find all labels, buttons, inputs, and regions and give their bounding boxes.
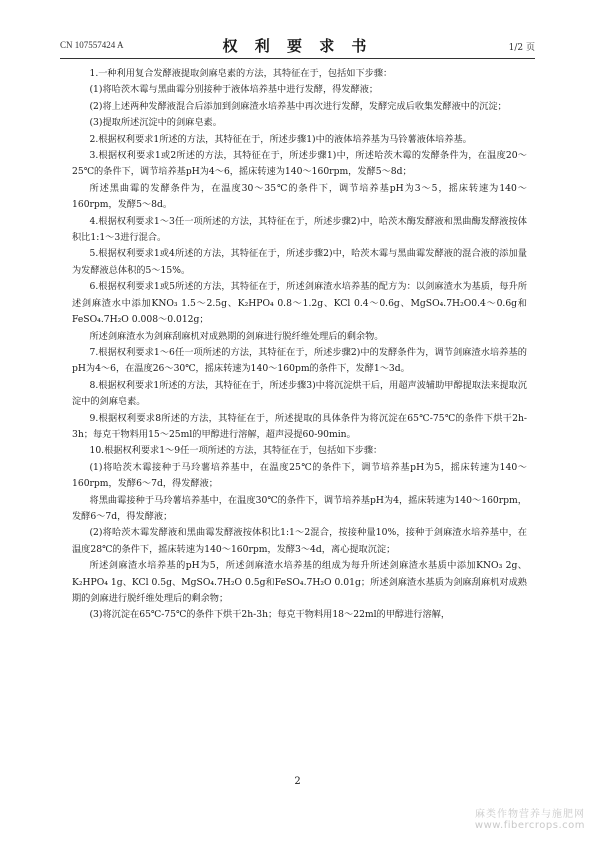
claim-paragraph: 1.一种利用复合发酵液提取剑麻皂素的方法，其特征在于，包括如下步骤： [89,68,393,79]
watermark-site-name: 麻类作物营养与施肥网 [475,809,585,820]
claim-paragraph: 5.根据权利要求1或4所述的方法，其特征在于，所述步骤2)中，哈茨木霉与黑曲霉发酵液的混合液的添加量为发酵液总体积的5～15%。 [72,248,527,276]
claims-body [72,66,527,624]
claim-paragraph: 所述剑麻渣水培养基的pH为5，所述剑麻渣水培养基的组成为每升所述剑麻渣水基质中添加KNO₃ 2g、K₂HPO₄ 1g、KCl 0.5g、MgSO₄.7H₂O 0.5g和FeSO₄.7H₂O 0.01g；所述剑麻渣水基质为剑麻刮麻机对成熟期的剑麻进行脱纤维处理后的剩余物； [72,560,527,604]
claim-paragraph: 6.根据权利要求1或5所述的方法，其特征在于，所述剑麻渣水培养基的配方为：以剑麻渣水为基质，每升所述剑麻渣水中添加KNO₃ 1.5～2.5g、K₂HPO₄ 0.8～1.2g、KCl 0.4～0.6g、MgSO₄.7H₂O0.4～0.6g和FeSO₄.7H₂O 0.008～0.012g； [72,281,527,326]
header-divider [60,58,535,59]
claim-paragraph: 10.根据权利要求1～9任一项所述的方法，其特征在于，包括如下步骤： [89,445,383,457]
claim-paragraph: (2)将上述两种发酵液混合后添加到剑麻渣水培养基中再次进行发酵，发酵完成后收集发酵液中的沉淀； [89,100,507,112]
claim-paragraph: 7.根据权利要求1～6任一项所述的方法，其特征在于，所述步骤2)中的发酵条件为，调节剑麻渣水培养基的pH为4～6，在温度26～30℃，摇床转速为140～160pm的条件下，发酵1～3d。 [72,346,527,375]
claim-paragraph: (3)提取所述沉淀中的剑麻皂素。 [89,117,222,129]
page-number: 2 [294,776,301,787]
claim-paragraph: 将黑曲霉接种于马玲薯培养基中，在温度30℃的条件下，调节培养基pH为4，摇床转速为140～160rpm，发酵6～7d，得发酵液； [72,494,527,522]
watermark [475,805,585,831]
claim-paragraph: 2.根据权利要求1所述的方法，其特征在于，所述步骤1)中的液体培养基为马铃薯液体培养基。 [89,133,472,145]
watermark-url: www.fibercrops.com [474,820,585,831]
publication-number: CN 107557424 A [60,40,124,50]
page-header [60,34,535,56]
claim-paragraph: 4.根据权利要求1～3任一项所述的方法，其特征在于，所述步骤2)中，哈茨木酶发酵液和黑曲酶发酵液按体积比1:1～3进行混合。 [72,215,527,244]
page-title: 权 利 要 求 书 [222,37,373,55]
page-indicator: 1/2 页 [508,43,535,53]
claim-paragraph: (3)将沉淀在65℃-75℃的条件下烘干2h-3h；每克干物料用18～22ml的甲醇进行溶解， [89,609,451,621]
claim-paragraph: (1)将哈茨木霉接种于马玲薯培养基中，在温度25℃的条件下，调节培养基pH为5，摇床转速为140～160rpm，发酵6～7d，得发酵液； [72,461,527,490]
claim-paragraph: 9.根据权利要求8所述的方法，其特征在于，所述提取的具体条件为将沉淀在65℃-75℃的条件下烘干2h-3h；每克干物料用15～25ml的甲醇进行溶解，超声浸提60-90min。 [72,412,527,440]
claim-paragraph: 3.根据权利要求1或2所述的方法，其特征在于，所述步骤1)中，所述哈茨木霉的发酵条件为，在温度20～25℃的条件下，调节培养基pH为4～6，摇床转速为140～160rpm，发酵5～8d； [72,150,527,178]
claim-paragraph: 所述剑麻渣水为剑麻刮麻机对成熟期的剑麻进行脱纤维处理后的剩余物。 [89,330,384,342]
claim-paragraph: (1)将哈茨木霉与黑曲霉分别接种于液体培养基中进行发酵，得发酵液； [89,84,379,96]
claim-paragraph: (2)将哈茨木霉发酵液和黑曲霉发酵液按体积比1:1～2混合，按接种量10%，接种于剑麻渣水培养基中，在温度28℃的条件下，摇床转速为140～160rpm，发酵3～4d，离心提取沉淀； [72,527,527,555]
claim-paragraph: 8.根据权利要求1所述的方法，其特征在于，所述步骤3)中将沉淀烘干后，用超声波辅助甲醇提取法来提取沉淀中的剑麻皂素。 [72,379,527,408]
claim-paragraph: 所述黑曲霉的发酵条件为，在温度30～35℃的条件下，调节培养基pH为3～5，摇床转速为140～160rpm，发酵5～8d。 [72,182,527,211]
